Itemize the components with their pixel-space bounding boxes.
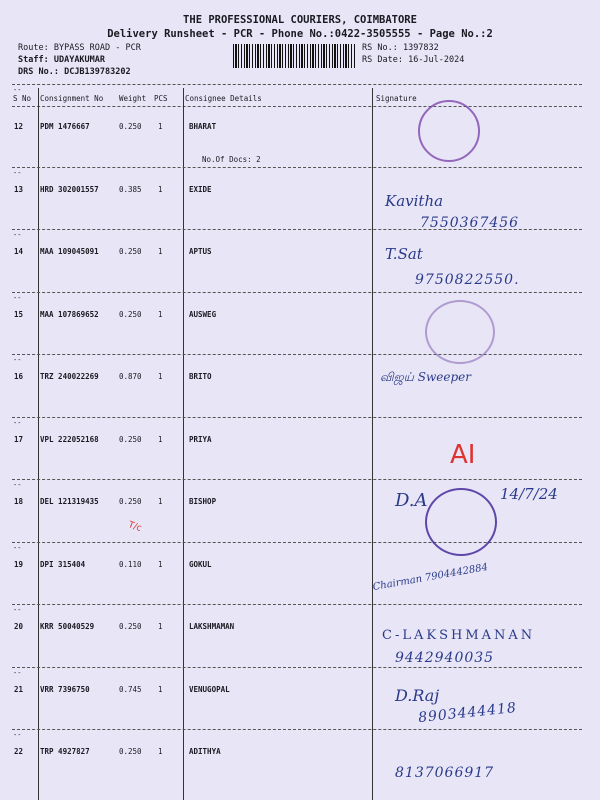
- row-separator: [12, 542, 582, 543]
- signature-name: Chairman 7904442884: [371, 561, 489, 594]
- row-dash-mark: --: [13, 231, 22, 239]
- row-consignee: EXIDE: [189, 184, 212, 194]
- column-divider: [38, 88, 39, 800]
- row-weight: 0.250: [119, 122, 142, 131]
- row-pcs: 1: [158, 247, 163, 256]
- stamp: [425, 300, 495, 364]
- row-weight: 0.250: [119, 247, 142, 256]
- route-label: Route:: [18, 43, 49, 53]
- row-consignment: MAA 109045091: [40, 247, 99, 256]
- row-separator: [12, 479, 582, 480]
- row-consignee: VENUGOPAL: [189, 684, 230, 694]
- row-dash-mark: --: [13, 543, 22, 552]
- col-header-sno: S No: [13, 94, 32, 103]
- row-consignee: LAKSHMAMAN: [189, 622, 235, 631]
- row-consignee: ADITHYA: [189, 747, 221, 756]
- row-separator: [12, 667, 582, 668]
- rs-date-value: 16-Jul-2024: [408, 55, 465, 65]
- row-sno: 13: [14, 184, 24, 194]
- handwritten-mark: AI: [450, 440, 476, 470]
- row-sno: 19: [14, 559, 24, 569]
- row-weight: 0.110: [119, 559, 142, 569]
- row-pcs: 1: [158, 747, 163, 756]
- row-consignment: HRD 302001557: [40, 184, 99, 194]
- row-sno: 16: [14, 372, 24, 381]
- row-weight: 0.250: [119, 622, 142, 631]
- company-title: THE PROFESSIONAL COURIERS, COIMBATORE: [183, 14, 417, 26]
- handwritten-mark: T/c: [126, 519, 143, 535]
- row-weight: 0.385: [119, 184, 142, 194]
- row-dash-mark: --: [13, 668, 22, 677]
- row-pcs: 1: [158, 559, 163, 569]
- staff-line: [18, 55, 105, 65]
- row-weight: 0.745: [119, 684, 142, 694]
- rs-no-label: RS No.:: [362, 43, 398, 53]
- rs-no-line: [362, 43, 439, 53]
- col-header-consignment: Consignment No: [40, 94, 104, 103]
- row-weight: 0.250: [119, 309, 142, 319]
- row-weight: 0.250: [119, 434, 142, 444]
- row-pcs: 1: [158, 434, 163, 444]
- row-consignment: DPI 315404: [40, 559, 86, 569]
- row-consignee: GOKUL: [189, 559, 212, 569]
- stamp: [418, 100, 480, 162]
- signature-name: D.Raj: [395, 686, 440, 705]
- row-consignee: BHARAT: [189, 122, 217, 131]
- row-dash-mark: --: [13, 356, 22, 364]
- row-pcs: 1: [158, 622, 163, 631]
- row-docs-count: No.Of Docs: 2: [202, 155, 261, 164]
- row-pcs: 1: [158, 684, 163, 694]
- row-sno: 12: [14, 122, 24, 131]
- staff-label: Staff:: [18, 55, 49, 65]
- staff-value: UDAYAKUMAR: [53, 55, 106, 65]
- stamp: [425, 488, 497, 556]
- signature-phone: 9442940035: [395, 650, 495, 666]
- row-dash-mark: --: [13, 168, 22, 177]
- row-consignee: BISHOP: [189, 497, 217, 506]
- row-separator: [12, 354, 582, 355]
- row-pcs: 1: [158, 122, 163, 131]
- row-sno: 14: [14, 247, 24, 256]
- col-header-weight: Weight: [119, 94, 147, 103]
- row-pcs: 1: [158, 309, 163, 319]
- route-line: [18, 43, 141, 53]
- signature-name: விஜய் Sweeper: [380, 370, 471, 384]
- row-dash-mark: --: [13, 418, 22, 427]
- signature-name: C-LAKSHMANAN: [382, 628, 536, 643]
- row-consignee: AUSWEG: [189, 309, 217, 319]
- signature-phone: 8137066917: [395, 765, 495, 781]
- row-sno: 21: [14, 684, 24, 694]
- row-consignment: DEL 121319435: [40, 497, 99, 506]
- row-consignment: MAA 107869652: [40, 309, 99, 319]
- header-dash-mark: --: [13, 86, 22, 94]
- row-separator: [12, 167, 582, 168]
- row-dash-mark: --: [13, 293, 22, 302]
- drs-line: [18, 67, 131, 77]
- row-sno: 20: [14, 622, 24, 631]
- row-dash-mark: --: [13, 481, 22, 489]
- row-sno: 22: [14, 747, 24, 756]
- row-separator: [12, 729, 582, 730]
- row-pcs: 1: [158, 497, 163, 506]
- row-consignment: PDM 1476667: [40, 122, 90, 131]
- row-separator: [12, 292, 582, 293]
- signature-name: Kavitha: [385, 192, 444, 210]
- column-divider: [183, 88, 184, 800]
- col-header-signature: Signature: [376, 94, 417, 103]
- col-header-consignee: Consignee Details: [185, 94, 262, 103]
- col-header-pcs: PCS: [154, 94, 168, 103]
- signature-phone: 9750822550.: [415, 272, 520, 288]
- row-weight: 0.250: [119, 497, 142, 506]
- signature-phone: 7550367456: [420, 215, 520, 231]
- header-rule-top: [12, 84, 582, 85]
- row-consignee: APTUS: [189, 247, 212, 256]
- signature-phone: 8903444418: [417, 699, 518, 727]
- row-consignee: PRIYA: [189, 434, 212, 444]
- column-divider: [372, 88, 373, 800]
- row-separator: [12, 417, 582, 418]
- row-dash-mark: --: [13, 731, 22, 739]
- row-consignment: TRP 4927827: [40, 747, 90, 756]
- rs-date-line: [362, 55, 464, 65]
- barcode: [233, 44, 355, 68]
- row-consignment: KRR 50040529: [40, 622, 95, 631]
- row-separator: [12, 604, 582, 605]
- drs-label: DRS No.:: [18, 67, 59, 77]
- row-sno: 17: [14, 434, 24, 444]
- row-consignment: VRR 7396750: [40, 684, 90, 694]
- signature-date: 14/7/24: [500, 485, 558, 503]
- row-sno: 15: [14, 309, 24, 319]
- runsheet-title: Delivery Runsheet - PCR - Phone No.:0422-3505555 - Page No.:2: [107, 28, 493, 40]
- rs-date-label: RS Date:: [362, 55, 403, 65]
- drs-value: DCJB139783202: [64, 67, 131, 77]
- header-rule-bottom: [12, 106, 582, 107]
- route-value: BYPASS ROAD - PCR: [53, 43, 141, 53]
- row-consignment: VPL 222052168: [40, 434, 99, 444]
- rs-no-value: 1397832: [402, 43, 439, 53]
- row-pcs: 1: [158, 372, 163, 381]
- signature-name: D.A: [395, 490, 428, 511]
- row-weight: 0.250: [119, 747, 142, 756]
- row-consignment: TRZ 240022269: [40, 372, 99, 381]
- row-consignee: BRITO: [189, 372, 212, 381]
- row-sno: 18: [14, 497, 24, 506]
- row-dash-mark: --: [13, 606, 22, 614]
- row-pcs: 1: [158, 184, 163, 194]
- signature-name: T.Sat: [385, 245, 423, 263]
- row-weight: 0.870: [119, 372, 142, 381]
